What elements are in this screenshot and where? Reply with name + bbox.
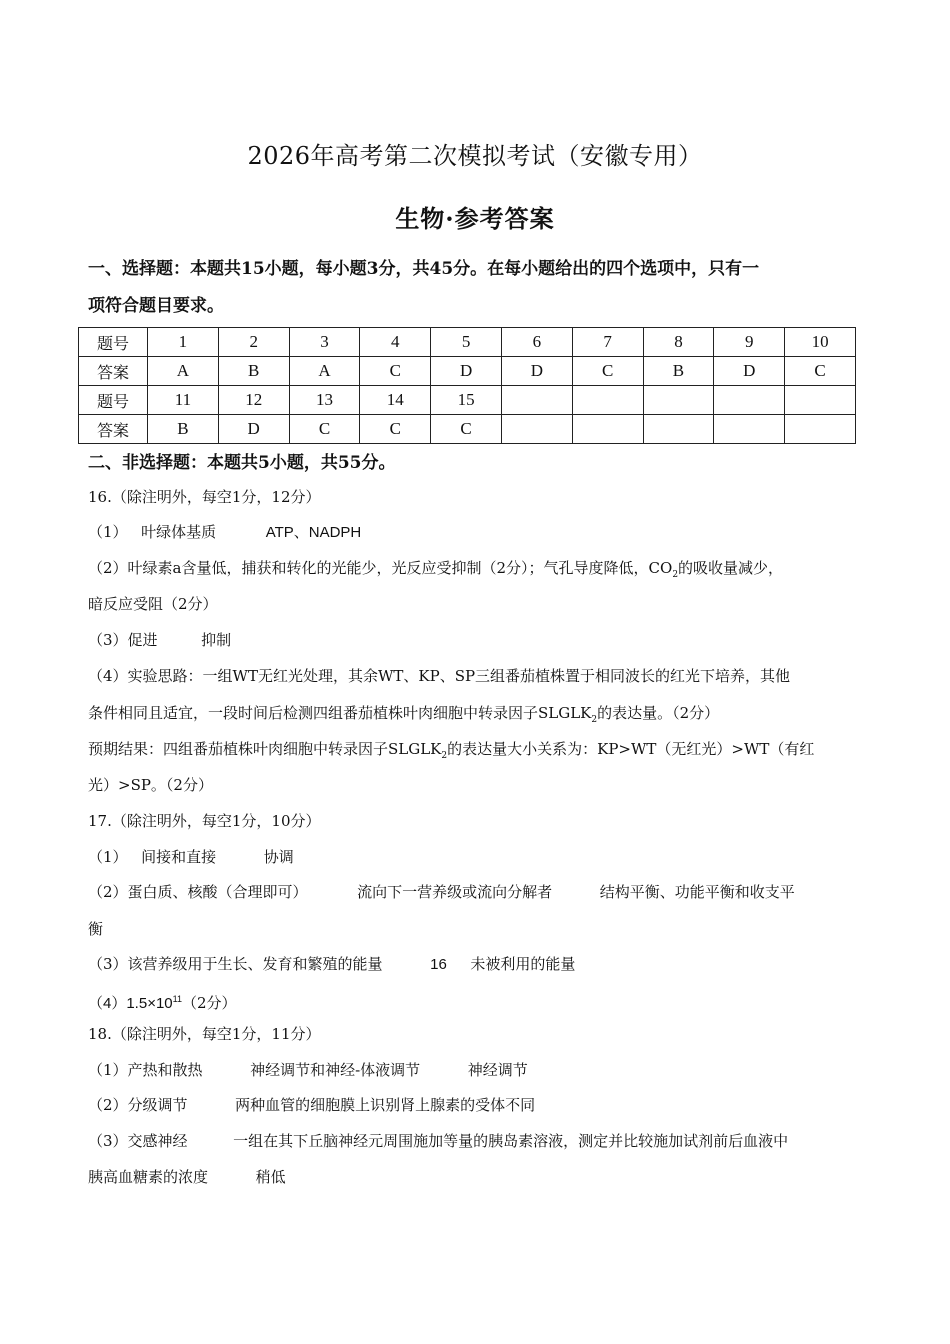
table-cell: C <box>572 357 643 386</box>
answer-text: 胰高血糖素的浓度 <box>88 1168 209 1186</box>
table-cell: 11 <box>148 386 219 415</box>
answer-text: （1）产热和散热 <box>88 1061 203 1079</box>
q17-answer-1 <box>88 847 868 867</box>
answer-text: 结构平衡、功能平衡和收支平 <box>599 883 795 901</box>
answer-text: （2）叶绿素a含量低，捕获和转化的光能少，光反应受抑制（2分）；气孔导度降低，CO <box>88 559 673 577</box>
answer-text: 条件相同且适宜，一段时间后检测四组番茄植株叶肉细胞中转录因子SLGLK <box>88 704 592 722</box>
table-cell: C <box>360 415 431 444</box>
table-cell: 8 <box>643 328 714 357</box>
q18-heading: 18.（除注明外，每空1分，11分） <box>88 1025 321 1043</box>
q16-answer-2-line-2: 暗反应受阻（2分） <box>88 595 218 613</box>
subscript: 2 <box>441 751 448 761</box>
row-label-answer: 答案 <box>79 415 148 444</box>
answer-text: 稍低 <box>255 1168 286 1186</box>
subscript: 2 <box>591 715 598 725</box>
table-cell <box>643 415 714 444</box>
answer-text: 两种血管的细胞膜上识别肾上腺素的受体不同 <box>235 1096 536 1114</box>
answer-text: 神经调节和神经-体液调节 <box>250 1061 421 1079</box>
table-cell: D <box>218 415 289 444</box>
section-1-heading-line-1: 一、选择题：本题共15小题，每小题3分，共45分。在每小题给出的四个选项中，只有一 <box>88 259 760 279</box>
q16-answer-2-line-1 <box>88 558 868 585</box>
table-row-answers-1 <box>79 357 856 386</box>
table-row-numbers-1 <box>79 328 856 357</box>
q18-answer-3-line-2 <box>88 1167 868 1187</box>
q17-answer-2-line-2: 衡 <box>88 920 104 938</box>
q18-answer-3-line-1 <box>88 1131 868 1151</box>
q16-answer-1 <box>88 522 868 543</box>
q17-heading: 17.（除注明外，每空1分，10分） <box>88 812 321 830</box>
q16-answer-3 <box>88 630 868 650</box>
table-cell: B <box>218 357 289 386</box>
answer-text: 的吸收量减少， <box>678 559 784 577</box>
table-cell: B <box>148 415 219 444</box>
table-cell: 10 <box>785 328 856 357</box>
q17-answer-3 <box>88 954 868 975</box>
table-cell: 9 <box>714 328 785 357</box>
table-cell: 4 <box>360 328 431 357</box>
table-cell: 7 <box>572 328 643 357</box>
q18-answer-2 <box>88 1095 868 1115</box>
answer-text: （1） <box>88 523 128 541</box>
table-cell: 3 <box>289 328 360 357</box>
table-cell: 14 <box>360 386 431 415</box>
table-cell: A <box>148 357 219 386</box>
q16-answer-4-line-1: （4）实验思路：一组WT无红光处理，其余WT、KP、SP三组番茄植株置于相同波长的红光下培养，其他 <box>88 667 791 685</box>
table-cell: 6 <box>501 328 572 357</box>
table-row-answers-2 <box>79 415 856 444</box>
table-cell: C <box>289 415 360 444</box>
table-cell: 5 <box>431 328 502 357</box>
table-cell <box>501 386 572 415</box>
answer-text: 间接和直接 <box>141 848 217 866</box>
table-cell: D <box>431 357 502 386</box>
q18-answer-1 <box>88 1060 868 1080</box>
q17-answer-4 <box>88 989 868 1014</box>
table-cell: C <box>785 357 856 386</box>
answer-text: （3）交感神经 <box>88 1132 188 1150</box>
answer-text: （3）该营养级用于生长、发育和繁殖的能量 <box>88 955 383 973</box>
row-label-question: 题号 <box>79 328 148 357</box>
q16-answer-4-line-3 <box>88 739 868 766</box>
subscript: 2 <box>672 570 679 580</box>
table-cell <box>643 386 714 415</box>
answer-text: （1） <box>88 848 128 866</box>
table-cell <box>572 386 643 415</box>
q16-answer-4-line-2 <box>88 703 868 730</box>
document-subtitle: 生物·参考答案 <box>395 204 555 233</box>
q16-heading: 16.（除注明外，每空1分，12分） <box>88 488 321 506</box>
table-cell: A <box>289 357 360 386</box>
table-cell <box>501 415 572 444</box>
table-cell <box>714 415 785 444</box>
table-cell: D <box>501 357 572 386</box>
table-cell <box>714 386 785 415</box>
answer-text: 一组在其下丘脑神经元周围施加等量的胰岛素溶液，测定并比较施加试剂前后血液中 <box>233 1132 789 1150</box>
answer-text: 抑制 <box>201 631 232 649</box>
answer-text: 16 <box>430 956 447 973</box>
superscript: 11 <box>172 994 182 1004</box>
table-cell <box>572 415 643 444</box>
table-cell: 15 <box>431 386 502 415</box>
table-cell <box>785 386 856 415</box>
answer-text: 协调 <box>263 848 294 866</box>
table-cell: 2 <box>218 328 289 357</box>
table-cell: C <box>360 357 431 386</box>
table-cell <box>785 415 856 444</box>
table-cell: D <box>714 357 785 386</box>
answer-text: 的表达量大小关系为：KP>WT（无红光）>WT（有红 <box>447 740 815 758</box>
answer-text: 的表达量。（2分） <box>597 704 720 722</box>
answer-text: 预期结果：四组番茄植株叶肉细胞中转录因子SLGLK <box>88 740 442 758</box>
row-label-answer: 答案 <box>79 357 148 386</box>
answer-text: （2）蛋白质、核酸（合理即可） <box>88 883 308 901</box>
section-1-heading-line-2: 项符合题目要求。 <box>88 296 224 316</box>
answer-text: 叶绿体基质 <box>141 523 217 541</box>
answer-text: 流向下一营养级或流向分解者 <box>357 883 553 901</box>
section-2-heading: 二、非选择题：本题共5小题，共55分。 <box>88 453 396 473</box>
table-cell: 12 <box>218 386 289 415</box>
answer-text: （2）分级调节 <box>88 1096 188 1114</box>
document-title: 2026年高考第二次模拟考试（安徽专用） <box>247 142 703 170</box>
answer-text: （3）促进 <box>88 631 158 649</box>
answer-text: 神经调节 <box>467 1061 528 1079</box>
q16-answer-4-line-4: 光）>SP。（2分） <box>88 776 213 794</box>
table-cell: B <box>643 357 714 386</box>
answer-table <box>78 327 856 444</box>
table-row-numbers-2 <box>79 386 856 415</box>
table-cell: 13 <box>289 386 360 415</box>
row-label-question: 题号 <box>79 386 148 415</box>
answer-text: （2分） <box>181 994 237 1012</box>
table-cell: 1 <box>148 328 219 357</box>
answer-text: 未被利用的能量 <box>470 955 576 973</box>
answer-text: （4）1.5×10 <box>88 995 173 1012</box>
answer-text: ATP、NADPH <box>265 524 362 541</box>
table-cell: C <box>431 415 502 444</box>
q17-answer-2-line-1 <box>88 882 868 902</box>
